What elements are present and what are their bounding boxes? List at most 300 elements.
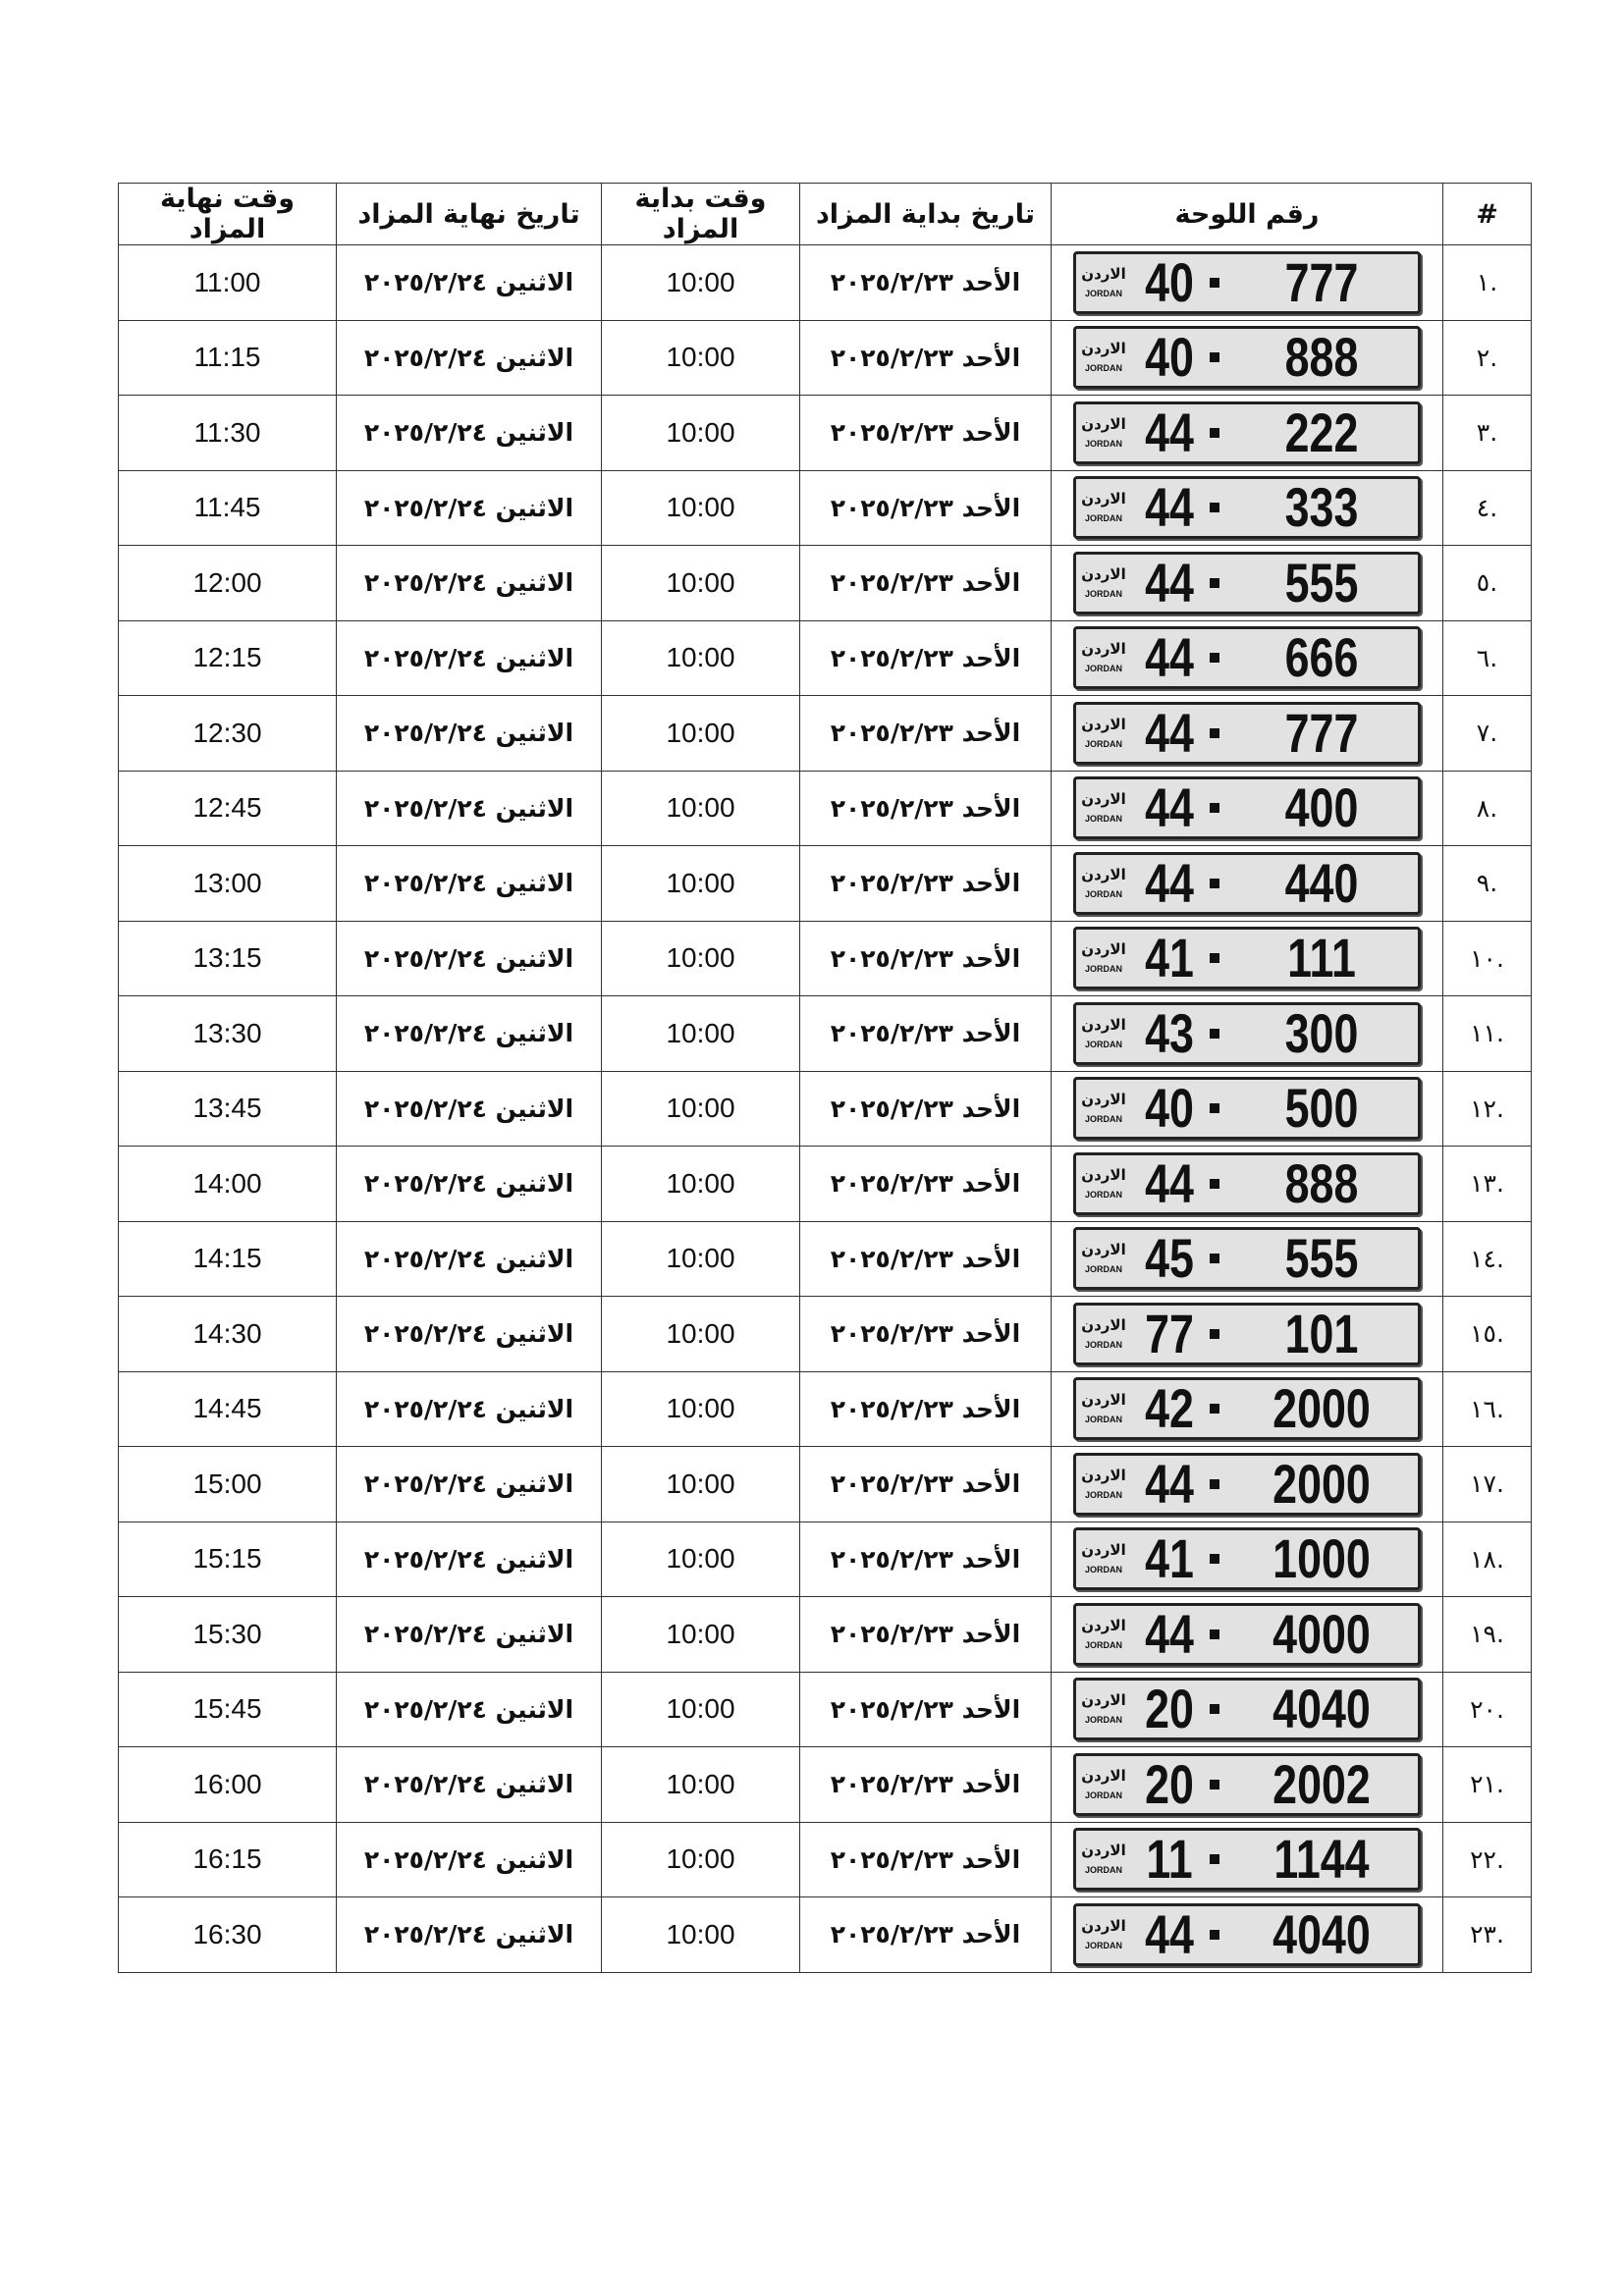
plate-country [1076,1468,1131,1500]
start-date: الأحد ٢٠٢٥/٢/٢٣ [800,470,1052,546]
plate-number: 2000 [1272,1377,1371,1440]
start-time: 10:00 [602,1897,800,1973]
end-date: الاثنين ٢٠٢٥/٢/٢٤ [337,620,602,696]
plate-number: 101 [1284,1302,1359,1364]
plate-separator [1210,428,1219,438]
plate-code: 20 [1145,1678,1194,1740]
row-index: .١٣ [1443,1147,1532,1222]
row-index: .٢ [1443,320,1532,396]
plate-separator [1210,1329,1219,1339]
plate-cell [1052,1297,1443,1372]
end-time: 14:15 [119,1221,337,1297]
plate-separator [1210,503,1219,512]
plate-number: 777 [1284,701,1359,764]
plate-country-ar: الاردن [1081,1691,1126,1710]
plate-country [1076,492,1131,523]
plate-country [1076,1616,1131,1650]
plate-country-ar: الاردن [1081,640,1126,659]
plate-country-en: JORDAN [1084,1339,1122,1350]
row-index: .٩ [1443,846,1532,922]
plate-country-en: JORDAN [1084,363,1122,374]
license-plate-image [1073,1903,1421,1966]
end-date: الاثنين ٢٠٢٥/٢/٢٤ [337,996,602,1072]
end-date: الاثنين ٢٠٢٥/٢/٢٤ [337,1522,602,1597]
table-row [119,1221,1532,1297]
license-plate-image [1073,927,1421,989]
plate-code: 40 [1145,326,1194,389]
plate-code: 41 [1145,927,1194,989]
plate-cell [1052,396,1443,471]
plate-country [1076,715,1131,749]
start-time: 10:00 [602,771,800,846]
row-index: .٨ [1443,771,1532,846]
start-date: الأحد ٢٠٢٥/٢/٢٣ [800,696,1052,772]
header-plate-number: رقم اللوحة [1052,184,1443,245]
end-time: 15:00 [119,1447,337,1522]
start-time: 10:00 [602,1747,800,1823]
start-date: الأحد ٢٠٢٥/٢/٢٣ [800,1747,1052,1823]
start-time: 10:00 [602,1147,800,1222]
end-time: 13:15 [119,921,337,996]
header-row [119,184,1532,245]
plate-code: 44 [1145,776,1194,839]
start-date: الأحد ٢٠٢٥/٢/٢٣ [800,1822,1052,1897]
end-time: 11:00 [119,245,337,321]
end-time: 11:30 [119,396,337,471]
plate-country-en: JORDAN [1084,438,1122,449]
plate-cell [1052,696,1443,772]
row-index: .٦ [1443,620,1532,696]
end-time: 12:00 [119,546,337,621]
start-date: الأحد ٢٠٢٥/٢/٢٣ [800,620,1052,696]
table-row [119,996,1532,1072]
plate-country-en: JORDAN [1084,1264,1122,1275]
plate-cell [1052,546,1443,621]
plate-cell [1052,1672,1443,1747]
plate-country-en: JORDAN [1084,1039,1122,1049]
plate-country-en: JORDAN [1084,1940,1122,1950]
plate-separator [1210,879,1219,888]
row-index: .٤ [1443,470,1532,546]
plate-code: 44 [1145,551,1194,614]
table-row [119,1447,1532,1522]
start-date: الأحد ٢٠٢٥/٢/٢٣ [800,1897,1052,1973]
start-date: الأحد ٢٠٢٥/٢/٢٣ [800,1147,1052,1222]
plate-number: 400 [1284,776,1359,839]
plate-separator [1210,1479,1219,1489]
end-time: 14:00 [119,1147,337,1222]
plate-number: 500 [1284,1077,1359,1140]
end-time: 14:30 [119,1297,337,1372]
plate-number: 333 [1284,476,1359,539]
plate-code: 44 [1145,1452,1194,1515]
plate-number: 300 [1284,1001,1359,1064]
plate-country-ar: الاردن [1081,1241,1126,1259]
table-row [119,1522,1532,1597]
end-time: 16:15 [119,1822,337,1897]
row-index: .١٥ [1443,1297,1532,1372]
license-plate-image [1073,702,1421,765]
row-index: .١٩ [1443,1597,1532,1673]
end-date: الاثنين ٢٠٢٥/٢/٢٤ [337,1297,602,1372]
plate-number: 888 [1284,326,1359,389]
plate-code: 40 [1145,250,1194,313]
plate-code: 44 [1145,1151,1194,1214]
start-time: 10:00 [602,921,800,996]
end-time: 15:15 [119,1522,337,1597]
plate-country [1076,1693,1131,1725]
plate-cell [1052,846,1443,922]
plate-code: 44 [1145,476,1194,539]
plate-country [1076,264,1131,298]
plate-code: 44 [1145,400,1194,463]
start-time: 10:00 [602,1447,800,1522]
license-plate-image [1073,1527,1421,1590]
end-time: 13:45 [119,1071,337,1147]
end-date: الاثنين ٢٠٢٥/٢/٢٤ [337,1747,602,1823]
start-date: الأحد ٢٠٢٥/٢/٢٣ [800,846,1052,922]
plate-country [1076,1015,1131,1049]
plate-number: 666 [1284,626,1359,689]
plate-separator [1210,728,1219,738]
plate-country-ar: الاردن [1081,1916,1126,1935]
plate-country-en: JORDAN [1084,1715,1122,1726]
header-index: # [1443,184,1532,245]
plate-cell [1052,245,1443,321]
plate-cell [1052,1897,1443,1973]
plate-country-en: JORDAN [1084,814,1122,825]
table-row [119,1297,1532,1372]
plate-country [1076,1315,1131,1350]
plate-country-ar: الاردن [1081,1466,1126,1484]
plate-number: 222 [1284,400,1359,463]
end-date: الاثنين ٢٠٢٥/٢/٢٤ [337,1672,602,1747]
end-time: 15:45 [119,1672,337,1747]
table-row [119,396,1532,471]
plate-country-ar: الاردن [1081,1842,1126,1860]
plate-country [1076,1766,1131,1800]
plate-country [1076,865,1131,899]
plate-country-en: JORDAN [1084,588,1122,599]
license-plate-image [1073,1077,1421,1140]
plate-country-en: JORDAN [1084,1189,1122,1200]
end-date: الاثنين ٢٠٢٥/٢/٢٤ [337,1822,602,1897]
table-row [119,546,1532,621]
table-row [119,1672,1532,1747]
start-time: 10:00 [602,996,800,1072]
end-date: الاثنين ٢٠٢٥/٢/٢٤ [337,771,602,846]
end-time: 16:30 [119,1897,337,1973]
row-index: .٧ [1443,696,1532,772]
plate-separator [1210,1629,1219,1639]
row-index: .١ [1443,245,1532,321]
table-row [119,245,1532,321]
plate-country-ar: الاردن [1081,1766,1126,1785]
start-date: الأحد ٢٠٢٥/٢/٢٣ [800,771,1052,846]
end-date: الاثنين ٢٠٢٥/٢/٢٤ [337,320,602,396]
plate-country-en: JORDAN [1084,888,1122,899]
plate-number: 111 [1287,927,1356,989]
license-plate-image [1073,251,1421,314]
end-date: الاثنين ٢٠٢٥/٢/٢٤ [337,1597,602,1673]
plate-country [1076,1165,1131,1200]
plate-cell [1052,1747,1443,1823]
end-date: الاثنين ٢٠٢٥/٢/٢٤ [337,696,602,772]
table-row [119,620,1532,696]
start-time: 10:00 [602,1371,800,1447]
end-date: الاثنين ٢٠٢٥/٢/٢٤ [337,846,602,922]
plate-code: 40 [1145,1077,1194,1140]
row-index: .٣ [1443,396,1532,471]
plate-country [1076,792,1131,824]
plate-country-en: JORDAN [1084,664,1122,674]
plate-number: 888 [1284,1151,1359,1214]
plate-separator [1210,352,1219,362]
plate-code: 42 [1145,1377,1194,1440]
table-row [119,1371,1532,1447]
start-time: 10:00 [602,1672,800,1747]
license-plate-image [1073,1678,1421,1740]
start-date: الأحد ٢٠٢٥/٢/٢٣ [800,245,1052,321]
plate-number: 2002 [1272,1752,1371,1815]
plate-country-ar: الاردن [1081,940,1126,959]
header-start-time: وقت بداية المزاد [602,184,800,245]
license-plate-image [1073,1753,1421,1816]
license-plate-image [1073,1828,1421,1891]
plate-number: 555 [1284,1227,1359,1290]
plate-number: 1000 [1272,1527,1371,1590]
table-row [119,1897,1532,1973]
plate-country-en: JORDAN [1084,288,1122,298]
auction-table [118,183,1532,1973]
plate-code: 44 [1145,1902,1194,1965]
plate-number: 4040 [1272,1902,1371,1965]
plate-separator [1210,1029,1219,1039]
start-time: 10:00 [602,396,800,471]
plate-separator [1210,1179,1219,1189]
plate-code: 11 [1146,1828,1193,1891]
end-time: 13:30 [119,996,337,1072]
plate-country-ar: الاردن [1081,790,1126,809]
start-time: 10:00 [602,1297,800,1372]
license-plate-image [1073,476,1421,539]
plate-number: 777 [1284,250,1359,313]
end-time: 13:00 [119,846,337,922]
start-date: الأحد ٢٠٢٥/٢/٢٣ [800,320,1052,396]
plate-code: 43 [1145,1001,1194,1064]
start-date: الأحد ٢٠٢٥/٢/٢٣ [800,1071,1052,1147]
start-date: الأحد ٢٠٢٥/٢/٢٣ [800,921,1052,996]
end-time: 11:45 [119,470,337,546]
plate-number: 4000 [1272,1602,1371,1665]
start-date: الأحد ٢٠٢٥/٢/٢٣ [800,996,1052,1072]
license-plate-image [1073,1152,1421,1215]
end-date: الاثنين ٢٠٢٥/٢/٢٤ [337,396,602,471]
row-index: .١٢ [1443,1071,1532,1147]
table-row [119,921,1532,996]
plate-code: 44 [1145,851,1194,914]
plate-country-ar: الاردن [1081,264,1126,283]
end-date: الاثنين ٢٠٢٥/٢/٢٤ [337,1447,602,1522]
plate-country-en: JORDAN [1084,1565,1122,1575]
plate-country-ar: الاردن [1081,715,1126,733]
end-date: الاثنين ٢٠٢٥/٢/٢٤ [337,546,602,621]
start-time: 10:00 [602,1221,800,1297]
plate-country-en: JORDAN [1084,738,1122,749]
plate-separator [1210,578,1219,588]
row-index: .١٤ [1443,1221,1532,1297]
row-index: .١٧ [1443,1447,1532,1522]
plate-cell [1052,1822,1443,1897]
plate-cell [1052,1371,1443,1447]
plate-country [1076,1843,1131,1875]
license-plate-image [1073,626,1421,689]
end-date: الاثنين ٢٠٢٥/٢/٢٤ [337,245,602,321]
plate-country-ar: الاردن [1081,1165,1126,1184]
table-row [119,470,1532,546]
start-time: 10:00 [602,1071,800,1147]
end-date: الاثنين ٢٠٢٥/٢/٢٤ [337,1071,602,1147]
plate-cell [1052,771,1443,846]
plate-code: 44 [1145,626,1194,689]
plate-number: 1144 [1273,1828,1370,1891]
plate-country [1076,642,1131,673]
table-row [119,1071,1532,1147]
start-time: 10:00 [602,1522,800,1597]
plate-separator [1210,1704,1219,1714]
start-time: 10:00 [602,620,800,696]
plate-separator [1210,1780,1219,1789]
table-row [119,1147,1532,1222]
header-end-time: وقت نهاية المزاد [119,184,337,245]
start-date: الأحد ٢٠٢٥/٢/٢٣ [800,546,1052,621]
plate-cell [1052,1071,1443,1147]
plate-country-ar: الاردن [1081,414,1126,433]
plate-country-en: JORDAN [1084,964,1122,975]
plate-code: 44 [1145,701,1194,764]
start-date: الأحد ٢٠٢٥/٢/٢٣ [800,1297,1052,1372]
plate-country-en: JORDAN [1084,1789,1122,1800]
start-time: 10:00 [602,1822,800,1897]
plate-cell [1052,1597,1443,1673]
start-time: 10:00 [602,245,800,321]
start-date: الأحد ٢٠٢٥/٢/٢٣ [800,1597,1052,1673]
plate-separator [1210,1404,1219,1414]
plate-code: 44 [1145,1602,1194,1665]
end-time: 15:30 [119,1597,337,1673]
plate-cell [1052,620,1443,696]
row-index: .٢٢ [1443,1822,1532,1897]
plate-country-en: JORDAN [1084,1865,1122,1876]
license-plate-image [1073,1002,1421,1065]
plate-number: 4040 [1272,1678,1371,1740]
table-row [119,1822,1532,1897]
plate-country-ar: الاردن [1081,1091,1126,1109]
start-time: 10:00 [602,470,800,546]
plate-separator [1210,803,1219,813]
plate-cell [1052,1447,1443,1522]
end-date: الاثنين ٢٠٢٥/٢/٢٤ [337,1147,602,1222]
table-row [119,1747,1532,1823]
plate-separator [1210,653,1219,663]
header-start-date: تاريخ بداية المزاد [800,184,1052,245]
plate-separator [1210,1103,1219,1113]
plate-number: 440 [1284,851,1359,914]
start-time: 10:00 [602,320,800,396]
license-plate-image [1073,401,1421,464]
plate-country [1076,1393,1131,1424]
start-time: 10:00 [602,846,800,922]
plate-number: 2000 [1272,1452,1371,1515]
start-date: الأحد ٢٠٢٥/٢/٢٣ [800,1371,1052,1447]
plate-country [1076,1093,1131,1124]
license-plate-image [1073,552,1421,614]
plate-cell [1052,996,1443,1072]
end-time: 12:45 [119,771,337,846]
row-index: .٥ [1443,546,1532,621]
start-date: الأحد ٢٠٢٥/٢/٢٣ [800,1447,1052,1522]
plate-country-ar: الاردن [1081,340,1126,358]
plate-number: 555 [1284,551,1359,614]
end-date: الاثنين ٢٠٢٥/٢/٢٤ [337,1897,602,1973]
plate-country [1076,942,1131,974]
license-plate-image [1073,326,1421,389]
end-date: الاثنين ٢٠٢٥/٢/٢٤ [337,1371,602,1447]
plate-country [1076,1543,1131,1575]
plate-country-ar: الاردن [1081,1541,1126,1560]
row-index: .١٠ [1443,921,1532,996]
start-date: الأحد ٢٠٢٥/٢/٢٣ [800,1522,1052,1597]
plate-country [1076,342,1131,373]
plate-country-ar: الاردن [1081,564,1126,583]
license-plate-image [1073,1453,1421,1516]
start-date: الأحد ٢٠٢٥/٢/٢٣ [800,1672,1052,1747]
plate-separator [1210,1554,1219,1564]
end-time: 14:45 [119,1371,337,1447]
end-date: الاثنين ٢٠٢٥/٢/٢٤ [337,1221,602,1297]
row-index: .٢١ [1443,1747,1532,1823]
end-date: الاثنين ٢٠٢٥/٢/٢٤ [337,921,602,996]
table-row [119,846,1532,922]
start-date: الأحد ٢٠٢٥/٢/٢٣ [800,1221,1052,1297]
plate-separator [1210,278,1219,288]
plate-separator [1210,1254,1219,1263]
plate-country [1076,1243,1131,1274]
plate-country-en: JORDAN [1084,1489,1122,1500]
plate-country-en: JORDAN [1084,1114,1122,1125]
start-time: 10:00 [602,696,800,772]
plate-cell [1052,470,1443,546]
table-row [119,771,1532,846]
plate-country [1076,1916,1131,1950]
row-index: .١١ [1443,996,1532,1072]
end-time: 12:30 [119,696,337,772]
plate-separator [1210,1930,1219,1940]
row-index: .٢٣ [1443,1897,1532,1973]
license-plate-image [1073,1603,1421,1666]
plate-country-ar: الاردن [1081,1391,1126,1410]
plate-separator [1210,953,1219,963]
row-index: .١٦ [1443,1371,1532,1447]
start-date: الأحد ٢٠٢٥/٢/٢٣ [800,396,1052,471]
license-plate-image [1073,852,1421,915]
license-plate-image [1073,1227,1421,1290]
plate-country-en: JORDAN [1084,513,1122,524]
plate-code: 77 [1145,1302,1194,1364]
plate-code: 45 [1145,1227,1194,1290]
plate-cell [1052,320,1443,396]
plate-separator [1210,1854,1219,1864]
